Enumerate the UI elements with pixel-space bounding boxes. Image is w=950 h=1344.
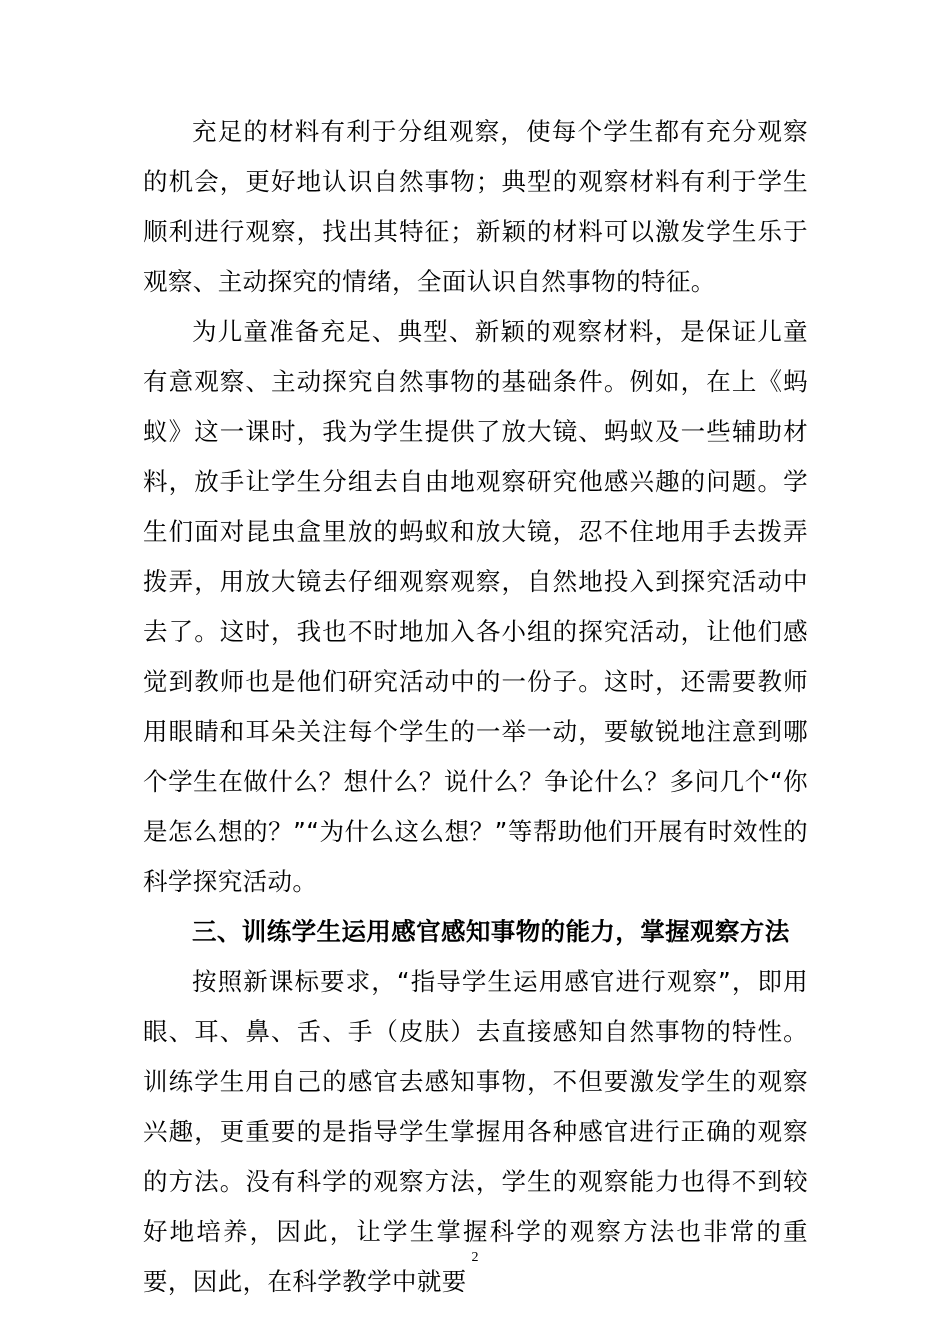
page-number: 2 [471, 1250, 479, 1265]
paragraph-senses: 按照新课标要求，“指导学生运用感官进行观察”，即用眼、耳、鼻、舌、手（皮肤）去直接感知自然事物的特性。训练学生用自己的感官去感知事物，不但要激发学生的观察兴趣，更重要的是指导学生掌握用各种感官进行正确的观察的方法。没有科学的观察方法，学生的观察能力也得不到较好地培养，因此，让学生掌握科学的观察方法也非常的重要，因此，在科学教学中就要 [143, 967, 808, 1296]
paragraph-materials: 充足的材料有利于分组观察，使每个学生都有充分观察的机会，更好地认识自然事物；典型的观察材料有利于学生顺利进行观察，找出其特征；新颖的材料可以激发学生乐于观察、主动探究的情绪，全面认识自然事物的特征。 [143, 117, 808, 296]
document-body [143, 107, 808, 1307]
paragraph-ant-lesson: 为儿童准备充足、典型、新颖的观察材料，是保证儿童有意观察、主动探究自然事物的基础条件。例如，在上《蚂蚁》这一课时，我为学生提供了放大镜、蚂蚁及一些辅助材料，放手让学生分组去自由地观察研究他感兴趣的问题。学生们面对昆虫盒里放的蚂蚁和放大镜，忍不住地用手去拨弄拨弄，用放大镜去仔细观察观察，自然地投入到探究活动中去了。这时，我也不时地加入各小组的探究活动，让他们感觉到教师也是他们研究活动中的一份子。这时，还需要教师用眼睛和耳朵关注每个学生的一举一动，要敏锐地注意到哪个学生在做什么？想什么？说什么？争论什么？多问几个“你是怎么想的？”“为什么这么想？”等帮助他们开展有时效性的科学探究活动。 [143, 317, 808, 896]
section-heading: 三、训练学生运用感官感知事物的能力，掌握观察方法 [192, 917, 790, 946]
